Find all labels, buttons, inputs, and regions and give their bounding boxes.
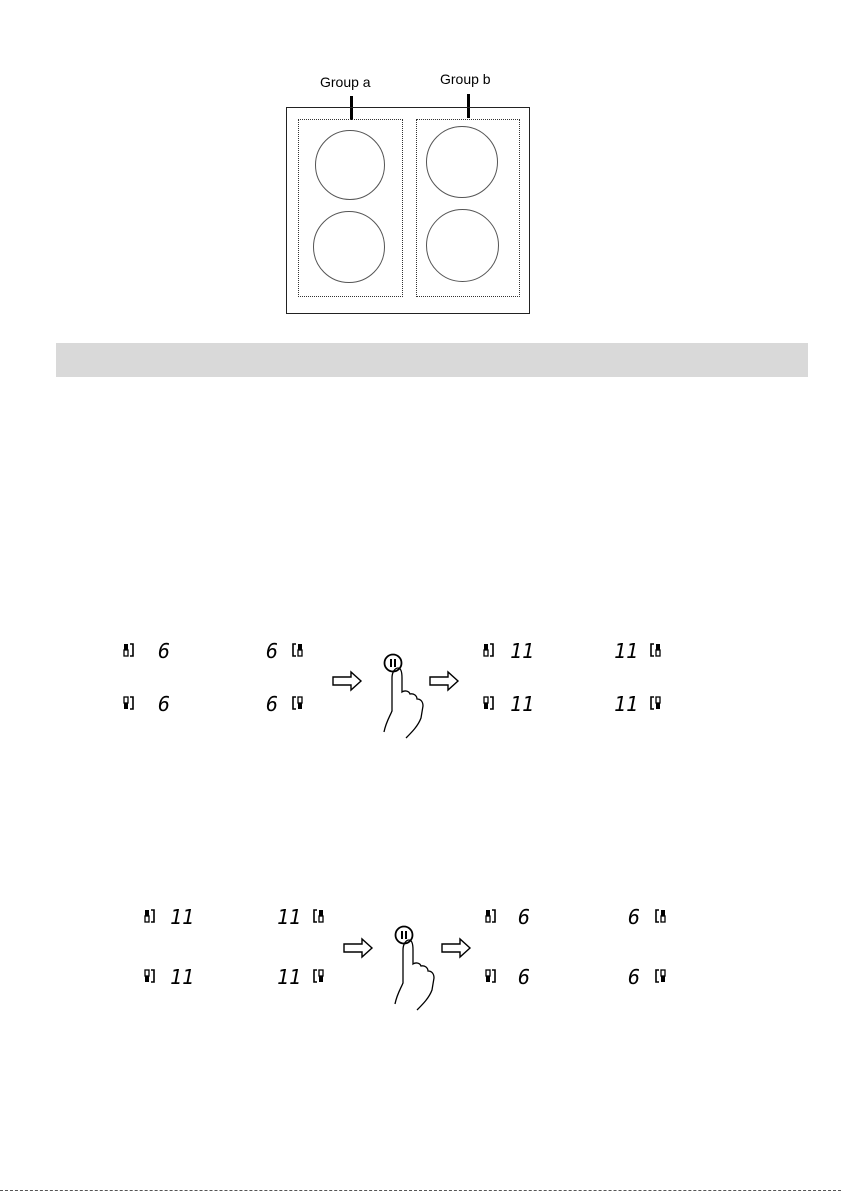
zone-indicator-front-right-icon: [314, 910, 323, 922]
sequence-1-after-level: 11: [614, 692, 639, 716]
sequence-2-after-level: 6: [628, 905, 641, 929]
pause-button-icon[interactable]: [385, 655, 402, 672]
arrow-right-icon: [333, 672, 361, 690]
zone-indicator-front-right-icon: [656, 910, 665, 922]
page-bottom-rule: [0, 1190, 841, 1191]
zone-indicator-rear-right-icon: [314, 970, 323, 982]
sequence-2-after-level: 6: [518, 965, 531, 989]
sequence-1-before-level: 6: [266, 639, 279, 663]
pause-button-icon[interactable]: [396, 927, 413, 944]
sequence-2-before-level: 11: [277, 965, 302, 989]
sequence-1-before-level: 6: [158, 692, 171, 716]
zone-indicator-rear-right-icon: [656, 970, 665, 982]
sequence-1-before-level: 6: [266, 692, 279, 716]
zone-indicator-rear-left-icon: [145, 970, 154, 982]
zone-indicator-front-left-icon: [486, 910, 495, 922]
zone-indicator-front-left-icon: [145, 910, 154, 922]
sequence-2: [145, 905, 665, 1010]
arrow-right-icon: [344, 939, 372, 957]
zone-indicator-rear-left-icon: [486, 970, 495, 982]
sequence-2-before-level: 11: [277, 905, 302, 929]
arrow-right-icon: [442, 939, 470, 957]
finger-press-icon: [384, 668, 423, 738]
sequence-2-after-level: 6: [518, 905, 531, 929]
zone-indicator-front-left-icon: [124, 644, 133, 656]
group-b-label: Group b: [440, 71, 491, 87]
sequence-1-after-level: 11: [510, 639, 535, 663]
zone-indicator-front-right-icon: [293, 644, 302, 656]
sequence-2-after-level: 6: [628, 965, 641, 989]
sequence-1-before-level: 6: [158, 639, 171, 663]
zone-indicator-front-right-icon: [651, 644, 660, 656]
finger-press-icon: [395, 940, 434, 1010]
zone-indicator-rear-left-icon: [484, 697, 493, 709]
sequence-1-after-level: 11: [614, 639, 639, 663]
group-a-label: Group a: [320, 74, 371, 90]
sequence-1-after-level: 11: [510, 692, 535, 716]
arrow-right-icon: [430, 672, 458, 690]
sequence-1: [124, 639, 660, 738]
zone-indicator-rear-right-icon: [293, 697, 302, 709]
zone-indicator-front-left-icon: [484, 644, 493, 656]
zone-indicator-rear-left-icon: [124, 697, 133, 709]
sequence-2-before-level: 11: [170, 905, 195, 929]
zone-indicator-rear-right-icon: [651, 697, 660, 709]
sequence-2-before-level: 11: [170, 965, 195, 989]
